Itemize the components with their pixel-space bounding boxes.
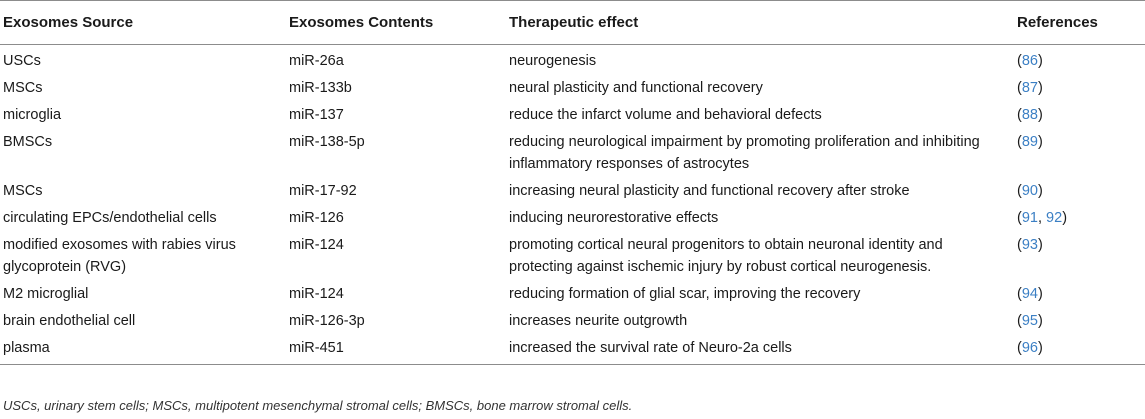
reference-link[interactable]: 90: [1021, 183, 1038, 199]
table-row: [0, 229, 1145, 278]
reference-link[interactable]: 94: [1021, 286, 1038, 302]
table-row: [0, 45, 1145, 73]
cell-references: (88): [1017, 107, 1043, 123]
reference-link[interactable]: 87: [1021, 80, 1038, 96]
header-contents: Exosomes Contents: [286, 1, 506, 45]
cell-references: (96): [1014, 332, 1145, 365]
reference-link[interactable]: 93: [1021, 237, 1038, 253]
table-row: [0, 175, 1145, 202]
cell-effect: increases neurite outgrowth: [509, 313, 688, 329]
header-row: [0, 1, 1145, 45]
reference-link[interactable]: 96: [1021, 340, 1038, 356]
cell-references: (91, 92): [1017, 210, 1068, 226]
table-row: [0, 332, 1145, 365]
cell-effect: neurogenesis: [509, 53, 597, 69]
table-row: [0, 72, 1145, 99]
cell-references: (95): [1017, 313, 1043, 329]
table-header: [0, 1, 1145, 45]
cell-contents: miR-124: [289, 237, 344, 253]
cell-effect: reducing formation of glial scar, improving the recovery: [509, 286, 861, 302]
cell-contents: miR-451: [286, 332, 506, 365]
cell-effect: inducing neurorestorative effects: [509, 210, 719, 226]
cell-source: USCs: [3, 53, 41, 69]
cell-references: (89): [1017, 134, 1043, 150]
reference-link[interactable]: 86: [1021, 53, 1038, 69]
cell-source: MSCs: [3, 183, 43, 199]
cell-source: circulating EPCs/endothelial cells: [3, 210, 217, 226]
table-body: [0, 45, 1145, 365]
cell-contents: miR-26a: [289, 53, 344, 69]
cell-source: MSCs: [3, 80, 43, 96]
cell-contents: miR-138-5p: [289, 134, 365, 150]
reference-link[interactable]: 92: [1046, 210, 1063, 226]
reference-link[interactable]: 95: [1021, 313, 1038, 329]
cell-source: plasma: [0, 332, 286, 365]
cell-contents: miR-17-92: [289, 183, 357, 199]
cell-contents: miR-137: [289, 107, 344, 123]
reference-link[interactable]: 89: [1021, 134, 1038, 150]
cell-references: (94): [1017, 286, 1043, 302]
header-references: References: [1014, 1, 1145, 45]
cell-source: modified exosomes with rabies virus glycoprotein (RVG): [3, 237, 236, 275]
cell-references: (86): [1017, 53, 1043, 69]
cell-references: (93): [1017, 237, 1043, 253]
cell-source: microglia: [3, 107, 62, 123]
cell-contents: miR-124: [289, 286, 344, 302]
cell-effect: promoting cortical neural progenitors to obtain neuronal identity and protecting against ischemic injury by robust cortical neurogenesis.: [509, 237, 943, 275]
table-row: [0, 99, 1145, 126]
reference-link[interactable]: 91: [1021, 210, 1038, 226]
cell-effect: increased the survival rate of Neuro-2a cells: [506, 332, 1014, 365]
table-row: [0, 278, 1145, 305]
cell-contents: miR-126: [289, 210, 344, 226]
cell-contents: miR-133b: [289, 80, 352, 96]
cell-references: (90): [1017, 183, 1043, 199]
reference-link[interactable]: 88: [1021, 107, 1038, 123]
cell-source: M2 microglial: [3, 286, 89, 302]
cell-effect: reducing neurological impairment by promoting proliferation and inhibiting inflammatory responses of astrocytes: [509, 134, 980, 172]
cell-source: brain endothelial cell: [3, 313, 136, 329]
cell-source: BMSCs: [3, 134, 53, 150]
cell-contents: miR-126-3p: [289, 313, 365, 329]
cell-effect: reduce the infarct volume and behavioral defects: [509, 107, 822, 123]
table-footnote: USCs, urinary stem cells; MSCs, multipotent mesenchymal stromal cells; BMSCs, bone marrow stromal cells.: [3, 398, 633, 413]
table-row: [0, 202, 1145, 229]
cell-references: (87): [1017, 80, 1043, 96]
cell-effect: neural plasticity and functional recovery: [509, 80, 763, 96]
table-row: [0, 126, 1145, 175]
header-effect: Therapeutic effect: [506, 1, 1014, 45]
cell-effect: increasing neural plasticity and functional recovery after stroke: [509, 183, 910, 199]
table-row: [0, 305, 1145, 332]
header-source: Exosomes Source: [0, 1, 286, 45]
